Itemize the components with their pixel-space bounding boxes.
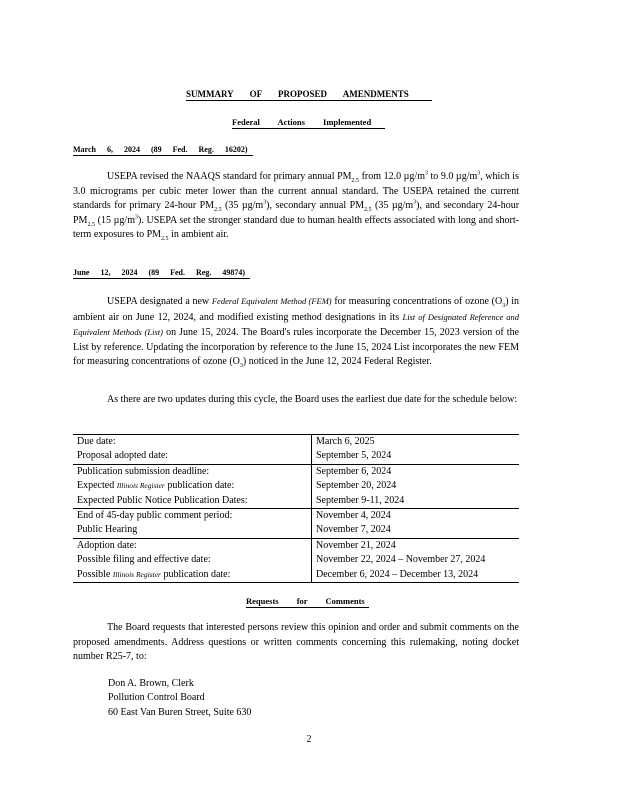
schedule-date: September 20, 2024: [316, 480, 397, 492]
schedule-date: November 4, 2024: [316, 510, 391, 522]
schedule-date: March 6, 2025: [316, 436, 375, 447]
schedule-label: Public Hearing: [77, 524, 138, 536]
schedule-date: September 6, 2024: [316, 465, 392, 477]
schedule-label: Publication submission deadline:: [77, 465, 210, 477]
schedule-date: November 22, 2024 – November 27, 2024: [316, 554, 486, 566]
address-line: Pollution Control Board: [108, 692, 205, 704]
entry-date-heading: March 6, 2024 (89 Fed. Reg. 16202): [73, 145, 253, 156]
schedule-label: Possible filing and effective date:: [77, 554, 211, 566]
schedule-date: September 9-11, 2024: [316, 494, 405, 506]
schedule-label: Due date:: [77, 436, 116, 447]
section-heading-comments: Requests for Comments: [246, 596, 369, 608]
section-heading-federal-actions: Federal Actions Implemented: [232, 117, 385, 129]
schedule-label: Proposal adopted date:: [77, 450, 169, 462]
entry-paragraph: USEPA revised the NAAQS standard for primary annual $PM_{2.5}$ from 12.0 $\mu g/m^3$ to 9.0 $\mu g/m^3$, which is 3.0 micrograms per cubic meter lower than the current annual standard. The USEPA retained the current standards for primary 24-hour $PM_{2.5}$ (35 $\mu g/m^3$), secondary annual $PM_{2.5}$ (35 $\mu g/m^3$), and secondary 24-hour $PM_{2.5}$ (15 $\mu g/m^3$). USEPA set the stronger standard due to human health effects associated with long and short-term exposures to $PM_{2.5}$ in ambient air.: [73, 170, 520, 243]
comments-paragraph: The Board requests that interested persons review this opinion and order and submit comments on the proposed amendments. Address questions or written comments concerning this rulemaking, noting docket number R25-7, to:: [73, 622, 519, 663]
schedule-intro: As there are two updates during this cycle, the Board uses the earliest due date for the schedule below:: [107, 394, 518, 405]
page-number: 2: [306, 734, 312, 745]
schedule-label: End of 45-day public comment period:: [77, 510, 233, 522]
schedule-table: [73, 434, 519, 583]
mailing-address: [108, 677, 251, 720]
schedule-date: September 5, 2024: [316, 450, 392, 462]
schedule-label: Adoption date:: [77, 539, 137, 551]
address-line: Don A. Brown, Clerk: [108, 678, 194, 689]
schedule-date: December 6, 2024 – December 13, 2024: [316, 568, 479, 580]
address-line: 60 East Van Buren Street, Suite 630: [108, 706, 252, 718]
schedule-label: Expected Illinois Register publication date:: [77, 480, 235, 492]
schedule-date: November 21, 2024: [316, 539, 396, 551]
entry-paragraph: USEPA designated a new Federal Equivalent Method (FEM) for measuring concentrations of ozone $(O_3)$ in ambient air on June 12, 2024, and modified existing method designations in its List of Designated Reference and Equivalent Methods (List) on June 15, 2024. The Board's rules incorporate the December 15, 2023 version of the List by reference. Updating the incorporation by reference to the June 15, 2024 List incorporates the new FEM for measuring concentrations of ozone $(O_3)$ noticed in the June 12, 2024 Federal Register.: [73, 296, 520, 370]
schedule-label: Possible Illinois Register publication date:: [77, 568, 231, 580]
page-title: SUMMARY OF PROPOSED AMENDMENTS: [186, 89, 432, 101]
entry-date-heading: June 12, 2024 (89 Fed. Reg. 49874): [73, 268, 250, 279]
schedule-date: November 7, 2024: [316, 524, 391, 536]
schedule-label: Expected Public Notice Publication Dates:: [77, 494, 248, 506]
